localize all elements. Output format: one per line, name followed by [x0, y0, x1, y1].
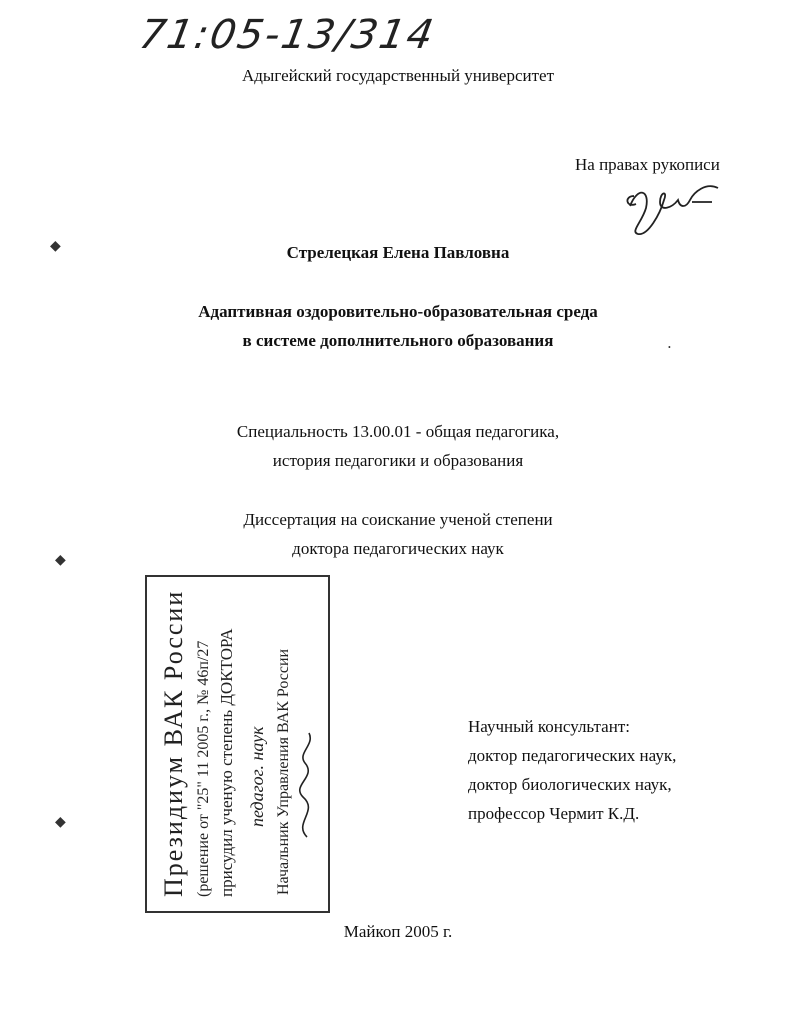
scan-speck: •: [668, 343, 671, 352]
consultant-line-2: доктор биологических наук,: [468, 775, 672, 794]
degree-line-2: доктора педагогических наук: [292, 539, 504, 558]
vak-stamp: [145, 575, 330, 913]
stamp-line-5: Начальник Управления ВАК России: [275, 648, 292, 895]
consultant-line-3: профессор Чермит К.Д.: [468, 804, 640, 823]
rights-note: На правах рукописи: [575, 155, 720, 174]
stamp-line-2: (решение от "25" 11 2005 г., № 46п/27: [195, 640, 212, 897]
stamp-line-1: Президиум ВАК России: [159, 589, 188, 897]
degree-line-1: Диссертация на соискание ученой степени: [243, 510, 553, 529]
archive-code: 71:05-13/314: [135, 12, 439, 58]
scan-speck: ◆: [55, 815, 66, 830]
title-line-1: Адаптивная оздоровительно-образовательная среда: [198, 302, 598, 321]
signature-icon: [620, 178, 730, 240]
consultant-line-1: доктор педагогических наук,: [468, 746, 677, 765]
scan-speck: ◆: [55, 553, 66, 568]
consultant-label: Научный консультант:: [468, 717, 630, 736]
stamp-signature-icon: [287, 727, 327, 847]
scan-speck: ◆: [50, 239, 61, 254]
title-line-2: в системе дополнительного образования: [242, 331, 554, 350]
university-name: Адыгейский государственный университет: [241, 66, 555, 85]
specialty-line-1: Специальность 13.00.01 - общая педагогика,: [236, 422, 560, 441]
city-year: Майкоп 2005 г.: [343, 922, 453, 941]
stamp-line-4: педагог. наук: [247, 726, 267, 827]
stamp-line-3: присудил ученую степень ДОКТОРА: [217, 628, 236, 897]
specialty-line-2: история педагогики и образования: [272, 451, 524, 470]
author-name: Стрелецкая Елена Павловна: [286, 243, 510, 262]
